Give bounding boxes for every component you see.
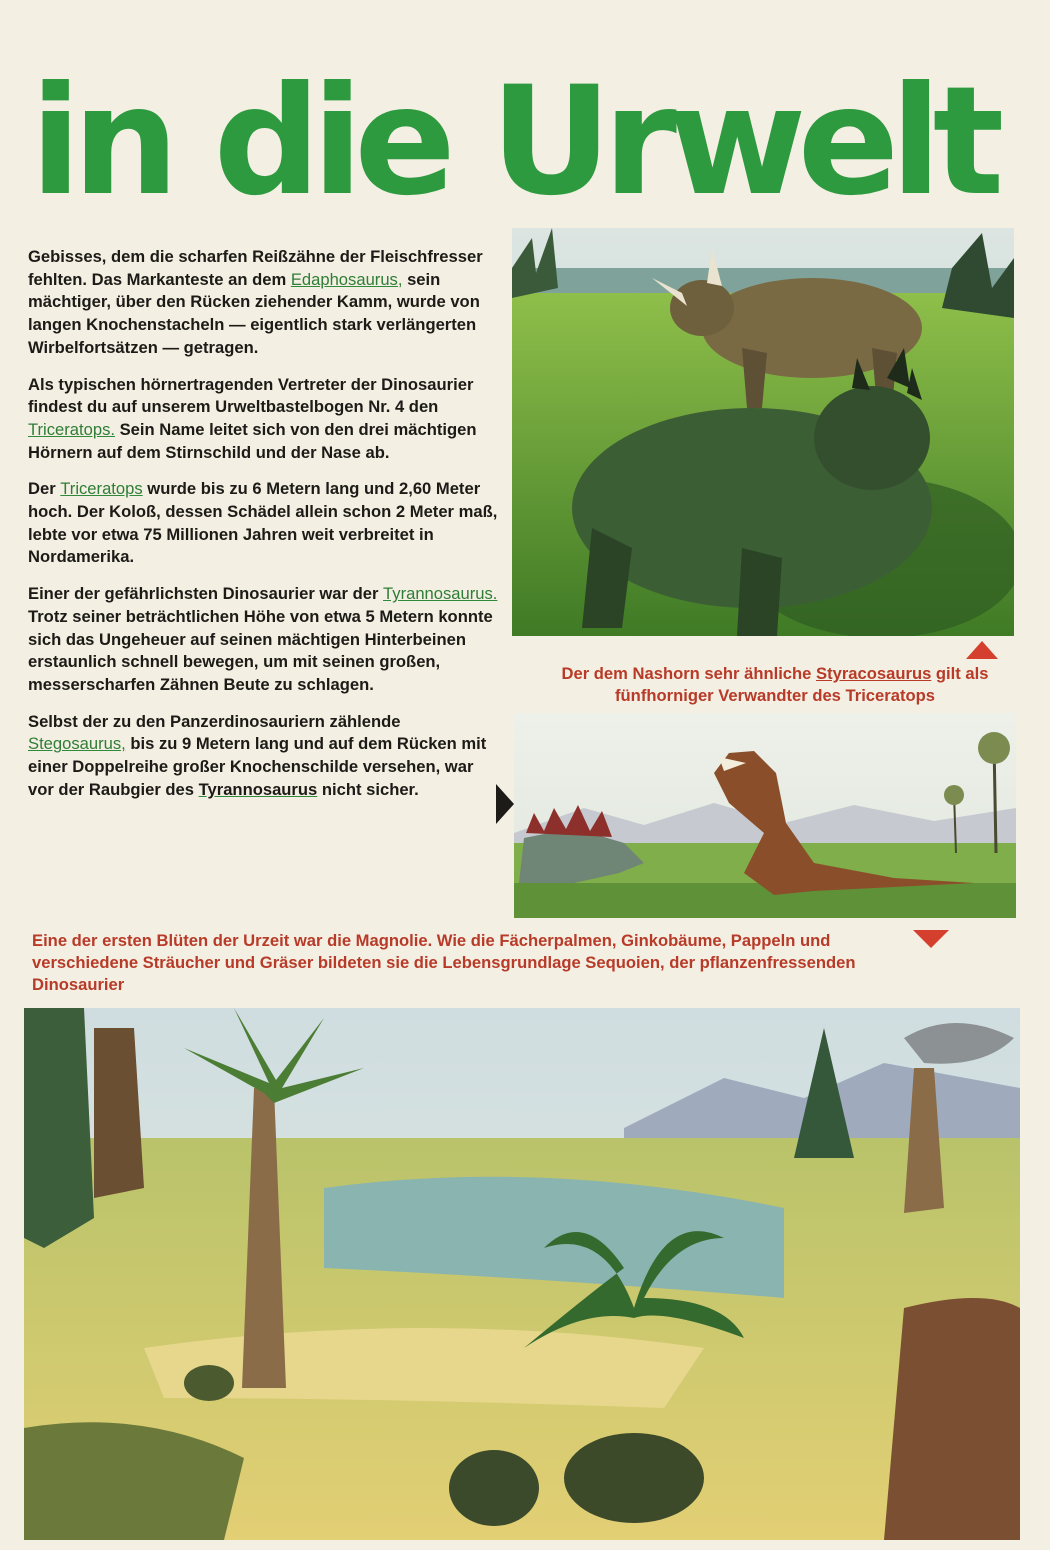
text: Der dem Nashorn sehr ähnliche: [561, 664, 817, 683]
tyrannosaurus-stegosaurus-illustration: [514, 713, 1016, 918]
text: bis zu 9 Metern lang und auf dem Rücken mit einer Doppelreihe großer Knochenschilde versehen, war vor der Raubgier des: [28, 734, 487, 799]
caption-magnolie: Eine der ersten Blüten der Urzeit war die Magnolie. Wie die Fächerpalmen, Ginkobäume, Pappeln und verschiedene Sträucher und Gräser bildeten sie die Lebensgrundlage Sequoien, der pflanzenfressenden Dinosaurier: [32, 931, 856, 994]
headline: in die Urwelt: [30, 62, 996, 222]
text: gilt als fünfhorniger Verwandter des Triceratops: [615, 664, 989, 705]
styracosaurus-illustration: [512, 228, 1014, 636]
text: Der: [28, 479, 61, 499]
term-triceratops: Triceratops.: [28, 419, 115, 439]
term-stegosaurus: Stegosaurus,: [28, 734, 126, 754]
text: Sein Name leitet sich von den drei mächtigen Hörnern auf dem Stirnschild und der Nase ab.: [28, 419, 477, 462]
prehistoric-landscape-illustration: [24, 1008, 1020, 1540]
text: Als typischen hörnertragenden Vertreter der Dinosaurier findest du auf unserem Urweltbastelbogen Nr. 4 den: [28, 374, 474, 417]
paragraph: [28, 711, 498, 802]
text: Selbst der zu den Panzerdinosauriern zählende: [28, 711, 401, 731]
arrow-up-icon: [966, 641, 998, 659]
term-edaphosaurus: Edaphosaurus,: [290, 269, 403, 289]
text: Gebisses, dem die scharfen Reißzähne der Fleischfresser fehlten. Das Markanteste an dem: [28, 247, 483, 289]
arrow-right-icon: [496, 784, 514, 824]
term-tyrannosaurus: Tyrannosaurus.: [383, 584, 498, 604]
paragraph: [28, 583, 498, 697]
arrow-down-icon: [913, 930, 949, 948]
text: Trotz seiner beträchtlichen Höhe von etwa 5 Metern konnte sich das Ungeheuer auf seinen mächtigen Hinterbeinen erstaunlich schnell bewegen, um mit seinen großen, messerscharfen Zähnen Beute zu schlagen.: [28, 606, 493, 694]
paragraph: [28, 478, 498, 569]
paragraph: [28, 374, 498, 465]
term-tyrannosaurus: Tyrannosaurus: [198, 779, 318, 799]
text: sein mächtiger, über den Rücken ziehender Kamm, wurde von langen Knochenstacheln — eigentlich stark verlängerten Wirbelfortsätzen — getragen.: [28, 269, 480, 357]
article-text: [28, 246, 498, 815]
text: Einer der gefährlichsten Dinosaurier war der: [28, 584, 384, 604]
text: wurde bis zu 6 Metern lang und 2,60 Meter hoch. Der Koloß, dessen Schädel allein schon 2 Meter maß, lebte vor etwa 75 Millionen Jahren weit verbreitet in Nordamerika.: [28, 479, 498, 567]
term-styracosaurus: Styracosaurus: [816, 664, 932, 683]
text: nicht sicher.: [317, 779, 419, 799]
caption-styracosaurus: [540, 663, 1010, 707]
paragraph: [28, 246, 498, 360]
term-triceratops: Triceratops: [60, 479, 143, 499]
